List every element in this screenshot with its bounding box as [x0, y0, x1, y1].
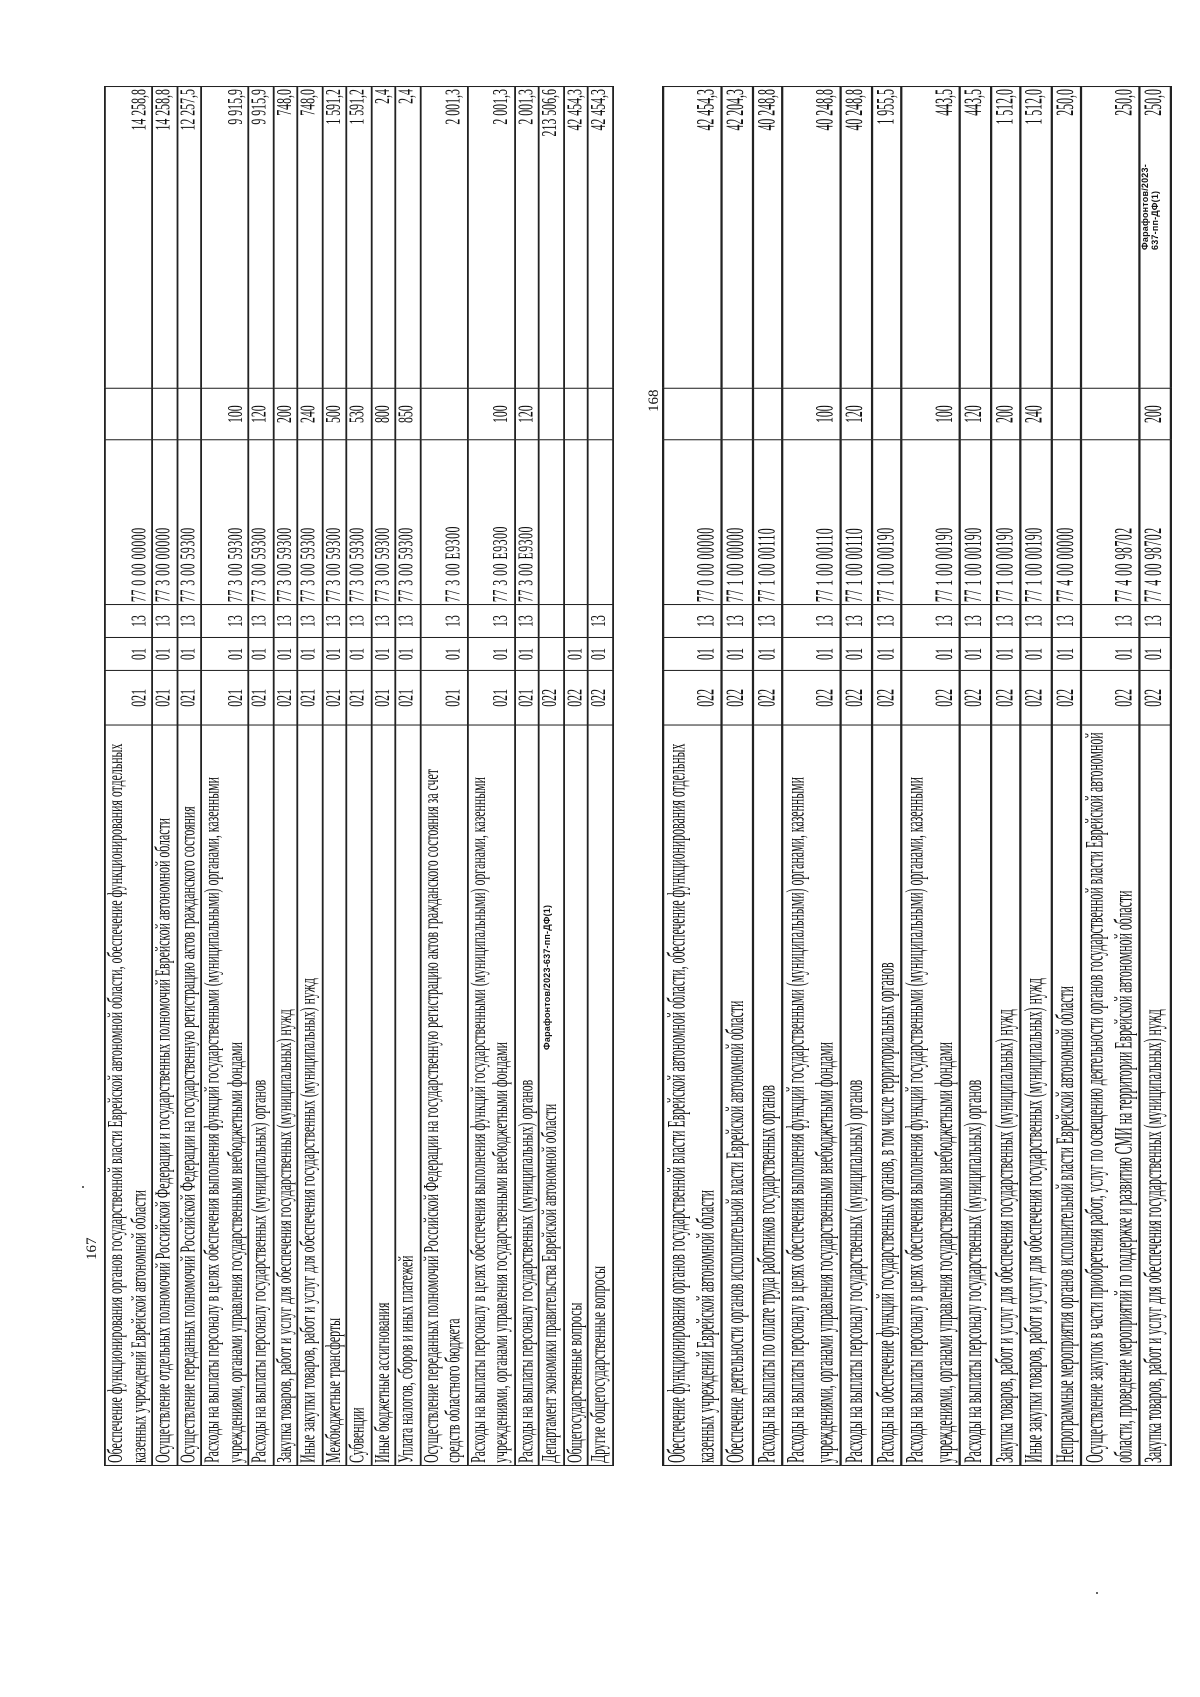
- row-expense-type: [752, 388, 782, 440]
- row-section: 01: [420, 638, 467, 671]
- row-expense-type: [177, 388, 202, 440]
- row-expense-type: 800: [371, 388, 396, 440]
- row-section: [539, 638, 564, 671]
- table-row: [539, 87, 564, 1466]
- row-section: 01: [1051, 638, 1081, 671]
- row-expense-type: 100: [201, 388, 248, 440]
- row-subsection: 13: [297, 605, 322, 638]
- row-name: Обеспечение функционирования органов государственной власти Еврейской автономной области, обеспечение функционирования отдельных казенных учреждений Еврейской автономной области: [105, 725, 152, 1465]
- row-subsection: 13: [722, 605, 752, 638]
- table-row: [563, 87, 588, 1466]
- row-program-code: 77 1 00 00190: [901, 440, 959, 604]
- row-section: 01: [901, 638, 959, 671]
- row-section: 01: [395, 638, 420, 671]
- row-expense-type: [105, 388, 152, 440]
- row-subsection: 13: [248, 605, 273, 638]
- table-row: [395, 87, 420, 1466]
- row-expense-type: 100: [782, 388, 840, 440]
- row-expense-type: [871, 388, 901, 440]
- row-section: 01: [346, 638, 371, 671]
- row-program-code: 77 3 00 00000: [152, 440, 177, 604]
- row-expense-type: [420, 388, 467, 440]
- row-expense-type: 500: [322, 388, 347, 440]
- row-program-code: 77 1 00 00190: [871, 440, 901, 604]
- row-program-code: 77 3 00 59300: [322, 440, 347, 604]
- row-program-code: 77 3 00 59300: [248, 440, 273, 604]
- row-program-code: 77 1 00 00190: [990, 440, 1020, 604]
- row-subsection: [563, 605, 588, 638]
- row-name: Расходы на выплаты персоналу в целях обеспечения выполнения функций государственными (муниципальными) органами, казенными учреждениями, органами управления государственными внебюджетными фондами: [782, 725, 840, 1465]
- row-name: Расходы на выплаты персоналу государственных (муниципальных) органов: [960, 725, 990, 1465]
- budget-table-167: [104, 86, 613, 1466]
- row-sum: 1 591,2: [322, 87, 347, 389]
- row-section: 01: [371, 638, 396, 671]
- row-sum: 14 258,8: [105, 87, 152, 389]
- row-expense-type: [722, 388, 752, 440]
- row-code: 021: [420, 670, 467, 725]
- row-subsection: 13: [901, 605, 959, 638]
- row-name: Расходы на выплаты персоналу в целях обеспечения выполнения функций государственными (муниципальными) органами, казенными учреждениями, органами управления государственными внебюджетными фондами: [201, 725, 248, 1465]
- row-code: 021: [248, 670, 273, 725]
- row-section: 01: [722, 638, 752, 671]
- table-row: [1139, 87, 1169, 1466]
- row-subsection: 13: [371, 605, 396, 638]
- row-section: 01: [663, 638, 721, 671]
- row-expense-type: [152, 388, 177, 440]
- row-subsection: 13: [395, 605, 420, 638]
- row-code: 021: [371, 670, 396, 725]
- row-name: Закупка товаров, работ и услуг для обеспечения государственных (муниципальных) нужд: [273, 725, 298, 1465]
- row-code: 022: [782, 670, 840, 725]
- row-subsection: 13: [273, 605, 298, 638]
- table-row: [273, 87, 298, 1466]
- row-sum: 9 915,9: [248, 87, 273, 389]
- row-sum: 2,4: [395, 87, 420, 389]
- row-code: 022: [1081, 670, 1139, 725]
- row-sum: 2 001,3: [514, 87, 539, 389]
- row-program-code: 77 3 00 59300: [297, 440, 322, 604]
- row-name: Осуществление отдельных полномочий Российской Федерации и государственных полномочий Еврейской автономной области: [152, 725, 177, 1465]
- row-section: 01: [1020, 638, 1050, 671]
- table-row: [722, 87, 752, 1466]
- page-number-167: 167: [84, 1237, 100, 1260]
- row-sum: 42 454,3: [563, 87, 588, 389]
- table-row: [990, 87, 1020, 1466]
- table-row: [467, 87, 514, 1466]
- row-program-code: 77 4 00 98702: [1081, 440, 1139, 604]
- row-program-code: 77 0 00 00000: [663, 440, 721, 604]
- row-sum: 9 915,9: [201, 87, 248, 389]
- row-program-code: [539, 440, 564, 604]
- row-program-code: 77 3 00 59300: [371, 440, 396, 604]
- row-section: 01: [248, 638, 273, 671]
- row-expense-type: 120: [248, 388, 273, 440]
- row-expense-type: 200: [273, 388, 298, 440]
- row-sum: 443,5: [901, 87, 959, 389]
- row-sum: 748,0: [273, 87, 298, 389]
- table-row: [105, 87, 152, 1466]
- row-subsection: 13: [1081, 605, 1139, 638]
- row-name: Закупка товаров, работ и услуг для обеспечения государственных (муниципальных) нужд: [1139, 725, 1169, 1465]
- row-sum: 250,0: [1051, 87, 1081, 389]
- row-program-code: 77 3 00 59300: [273, 440, 298, 604]
- row-name: Расходы на выплаты персоналу в целях обеспечения выполнения функций государственными (муниципальными) органами, казенными учреждениями, органами управления государственными внебюджетными фондами: [901, 725, 959, 1465]
- row-section: 01: [514, 638, 539, 671]
- row-expense-type: 240: [297, 388, 322, 440]
- row-code: 022: [722, 670, 752, 725]
- row-sum: 213 506,6: [539, 87, 564, 389]
- row-sum: 1 512,0: [1020, 87, 1050, 389]
- row-program-code: 77 3 00 59300: [346, 440, 371, 604]
- row-sum: 40 248,8: [782, 87, 840, 389]
- row-expense-type: 200: [990, 388, 1020, 440]
- row-code: 021: [514, 670, 539, 725]
- scan-dot: [1096, 1592, 1098, 1594]
- row-program-code: 77 3 00 59300: [177, 440, 202, 604]
- table-row: [871, 87, 901, 1466]
- row-sum: 2 001,3: [467, 87, 514, 389]
- row-section: 01: [273, 638, 298, 671]
- row-name: Другие общегосударственные вопросы: [588, 725, 613, 1465]
- row-subsection: 13: [420, 605, 467, 638]
- row-name: Расходы на выплаты персоналу в целях обеспечения выполнения функций государственными (муниципальными) органами, казенными учреждениями, органами управления государственными внебюджетными фондами: [467, 725, 514, 1465]
- row-subsection: 13: [990, 605, 1020, 638]
- row-code: 022: [960, 670, 990, 725]
- table-row: [371, 87, 396, 1466]
- table-row: [420, 87, 467, 1466]
- row-expense-type: 530: [346, 388, 371, 440]
- row-expense-type: 120: [841, 388, 871, 440]
- row-name: Субвенции: [346, 725, 371, 1465]
- row-section: 01: [871, 638, 901, 671]
- row-code: 022: [588, 670, 613, 725]
- table-row: [663, 87, 721, 1466]
- row-subsection: 13: [201, 605, 248, 638]
- row-name: Обеспечение деятельности органов исполнительной власти Еврейской автономной области: [722, 725, 752, 1465]
- table-row: [588, 87, 613, 1466]
- row-program-code: 77 3 00 Е9300: [467, 440, 514, 604]
- row-subsection: 13: [841, 605, 871, 638]
- row-name: Непрограммные мероприятия органов исполнительной власти Еврейской автономной области: [1051, 725, 1081, 1465]
- row-section: 01: [297, 638, 322, 671]
- row-subsection: 13: [467, 605, 514, 638]
- row-sum: 748,0: [297, 87, 322, 389]
- row-code: 022: [871, 670, 901, 725]
- row-subsection: 13: [514, 605, 539, 638]
- row-subsection: 13: [871, 605, 901, 638]
- row-code: 022: [1020, 670, 1050, 725]
- row-sum: 1 955,5: [871, 87, 901, 389]
- row-sum: 14 258,8: [152, 87, 177, 389]
- row-section: 01: [563, 638, 588, 671]
- row-subsection: 13: [1051, 605, 1081, 638]
- row-name: Межбюджетные трансферты: [322, 725, 347, 1465]
- row-program-code: [563, 440, 588, 604]
- row-expense-type: [539, 388, 564, 440]
- row-name: Расходы на выплаты персоналу государственных (муниципальных) органов: [841, 725, 871, 1465]
- table-row: [322, 87, 347, 1466]
- row-sum: 1 591,2: [346, 87, 371, 389]
- row-section: 01: [841, 638, 871, 671]
- row-program-code: 77 1 00 00190: [960, 440, 990, 604]
- row-subsection: 13: [752, 605, 782, 638]
- row-subsection: 13: [322, 605, 347, 638]
- row-code: 021: [201, 670, 248, 725]
- row-code: 021: [177, 670, 202, 725]
- row-expense-type: [1081, 388, 1139, 440]
- row-code: 021: [346, 670, 371, 725]
- row-program-code: 77 3 00 Е9300: [514, 440, 539, 604]
- row-program-code: 77 4 00 00000: [1051, 440, 1081, 604]
- row-expense-type: 100: [467, 388, 514, 440]
- row-section: 01: [177, 638, 202, 671]
- row-sum: 250,0: [1081, 87, 1139, 389]
- row-code: 021: [297, 670, 322, 725]
- row-name: Расходы на выплаты персоналу государственных (муниципальных) органов: [248, 725, 273, 1465]
- scan-dot: [82, 1186, 84, 1188]
- row-program-code: 77 1 00 00000: [722, 440, 752, 604]
- row-code: 021: [322, 670, 347, 725]
- row-program-code: 77 1 00 00110: [841, 440, 871, 604]
- row-program-code: 77 3 00 59300: [395, 440, 420, 604]
- row-section: 01: [152, 638, 177, 671]
- row-code: 022: [752, 670, 782, 725]
- table-row: [752, 87, 782, 1466]
- row-name: Расходы на выплаты персоналу государственных (муниципальных) органов: [514, 725, 539, 1465]
- row-section: 01: [201, 638, 248, 671]
- row-expense-type: [563, 388, 588, 440]
- row-code: 021: [395, 670, 420, 725]
- row-section: 01: [1139, 638, 1169, 671]
- row-code: 022: [841, 670, 871, 725]
- row-expense-type: 240: [1020, 388, 1050, 440]
- row-sum: 42 454,3: [588, 87, 613, 389]
- table-row: [1051, 87, 1081, 1466]
- row-subsection: 13: [1020, 605, 1050, 638]
- row-subsection: 13: [177, 605, 202, 638]
- row-code: 022: [1051, 670, 1081, 725]
- table-row: [248, 87, 273, 1466]
- page-167: [104, 86, 613, 1466]
- table-row: [782, 87, 840, 1466]
- row-program-code: 77 4 00 98702: [1139, 440, 1169, 604]
- table-row: [960, 87, 990, 1466]
- row-section: 01: [467, 638, 514, 671]
- row-expense-type: 850: [395, 388, 420, 440]
- row-subsection: 13: [105, 605, 152, 638]
- row-section: 01: [782, 638, 840, 671]
- table-row: [201, 87, 248, 1466]
- row-code: 021: [152, 670, 177, 725]
- row-name: Иные закупки товаров, работ и услуг для обеспечения государственных (муниципальных) нужд: [1020, 725, 1050, 1465]
- table-row: [1081, 87, 1139, 1466]
- row-expense-type: 100: [901, 388, 959, 440]
- footer-168: Фарафонтов/2023-637-пп-ДФ(1): [1140, 164, 1160, 250]
- row-program-code: 77 3 00 Е9300: [420, 440, 467, 604]
- row-program-code: 77 1 00 00110: [752, 440, 782, 604]
- table-row: [297, 87, 322, 1466]
- table-row: [346, 87, 371, 1466]
- row-code: 022: [539, 670, 564, 725]
- row-code: 021: [467, 670, 514, 725]
- row-name: Департамент экономики правительства Еврейской автономной области: [539, 725, 564, 1465]
- row-sum: 42 454,3: [663, 87, 721, 389]
- row-name: Осуществление переданных полномочий Российской Федерации на государственную регистрацию актов гражданского состояния за счет средств областного бюджета: [420, 725, 467, 1465]
- row-name: Расходы на обеспечение функций государственных органов, в том числе территориальных органов: [871, 725, 901, 1465]
- row-sum: 12 257,5: [177, 87, 202, 389]
- page-168: [662, 86, 1171, 1466]
- row-subsection: [539, 605, 564, 638]
- row-section: 01: [752, 638, 782, 671]
- row-name: Обеспечение функционирования органов государственной власти Еврейской автономной области, обеспечение функционирования отдельных казенных учреждений Еврейской автономной области: [663, 725, 721, 1465]
- row-section: 01: [588, 638, 613, 671]
- row-subsection: 13: [663, 605, 721, 638]
- row-expense-type: [1051, 388, 1081, 440]
- row-section: 01: [322, 638, 347, 671]
- row-name: Осуществление переданных полномочий Российской Федерации на государственную регистрацию актов гражданского состояния: [177, 725, 202, 1465]
- table-row: [901, 87, 959, 1466]
- row-code: 021: [273, 670, 298, 725]
- row-name: Иные бюджетные ассигнования: [371, 725, 396, 1465]
- row-sum: 40 248,8: [841, 87, 871, 389]
- row-subsection: 13: [152, 605, 177, 638]
- row-expense-type: [663, 388, 721, 440]
- row-code: 022: [990, 670, 1020, 725]
- row-sum: 443,5: [960, 87, 990, 389]
- row-code: 022: [1139, 670, 1169, 725]
- row-subsection: 13: [960, 605, 990, 638]
- row-sum: 42 204,3: [722, 87, 752, 389]
- table-row: [152, 87, 177, 1466]
- row-sum: 40 248,8: [752, 87, 782, 389]
- row-program-code: 77 3 00 59300: [201, 440, 248, 604]
- table-row: [1020, 87, 1050, 1466]
- row-program-code: 77 0 00 00000: [105, 440, 152, 604]
- row-program-code: 77 1 00 00190: [1020, 440, 1050, 604]
- row-subsection: 13: [782, 605, 840, 638]
- table-row: [841, 87, 871, 1466]
- page-number-168: 168: [646, 389, 662, 412]
- footer-167: Фарафонтов/2023-637-пп-ДФ(1): [542, 904, 552, 1050]
- row-program-code: [588, 440, 613, 604]
- row-sum: 250,0: [1139, 87, 1169, 389]
- row-sum: 2,4: [371, 87, 396, 389]
- row-code: 021: [105, 670, 152, 725]
- row-name: Общегосударственные вопросы: [563, 725, 588, 1465]
- row-subsection: 13: [1139, 605, 1169, 638]
- row-sum: 1 512,0: [990, 87, 1020, 389]
- budget-table-168: [662, 86, 1171, 1466]
- row-section: 01: [105, 638, 152, 671]
- row-sum: 2 001,3: [420, 87, 467, 389]
- row-section: 01: [990, 638, 1020, 671]
- row-name: Осуществление закупок в части приобретения работ, услуг по освещению деятельности органов государственной власти Еврейской автономной области, проведение мероприятий по поддержке и развитию СМИ на территории Еврейской автономной области: [1081, 725, 1139, 1465]
- row-program-code: 77 1 00 00110: [782, 440, 840, 604]
- row-expense-type: [588, 388, 613, 440]
- row-name: Закупка товаров, работ и услуг для обеспечения государственных (муниципальных) нужд: [990, 725, 1020, 1465]
- row-expense-type: 200: [1139, 388, 1169, 440]
- row-section: 01: [1081, 638, 1139, 671]
- row-expense-type: 120: [960, 388, 990, 440]
- row-section: 01: [960, 638, 990, 671]
- row-expense-type: 120: [514, 388, 539, 440]
- row-subsection: 13: [346, 605, 371, 638]
- row-code: 022: [901, 670, 959, 725]
- row-name: Иные закупки товаров, работ и услуг для обеспечения государственных (муниципальных) нужд: [297, 725, 322, 1465]
- row-subsection: 13: [588, 605, 613, 638]
- table-row: [177, 87, 202, 1466]
- row-name: Уплата налогов, сборов и иных платежей: [395, 725, 420, 1465]
- table-row: [514, 87, 539, 1466]
- row-name: Расходы на выплаты по оплате труда работников государственных органов: [752, 725, 782, 1465]
- row-code: 022: [563, 670, 588, 725]
- row-code: 022: [663, 670, 721, 725]
